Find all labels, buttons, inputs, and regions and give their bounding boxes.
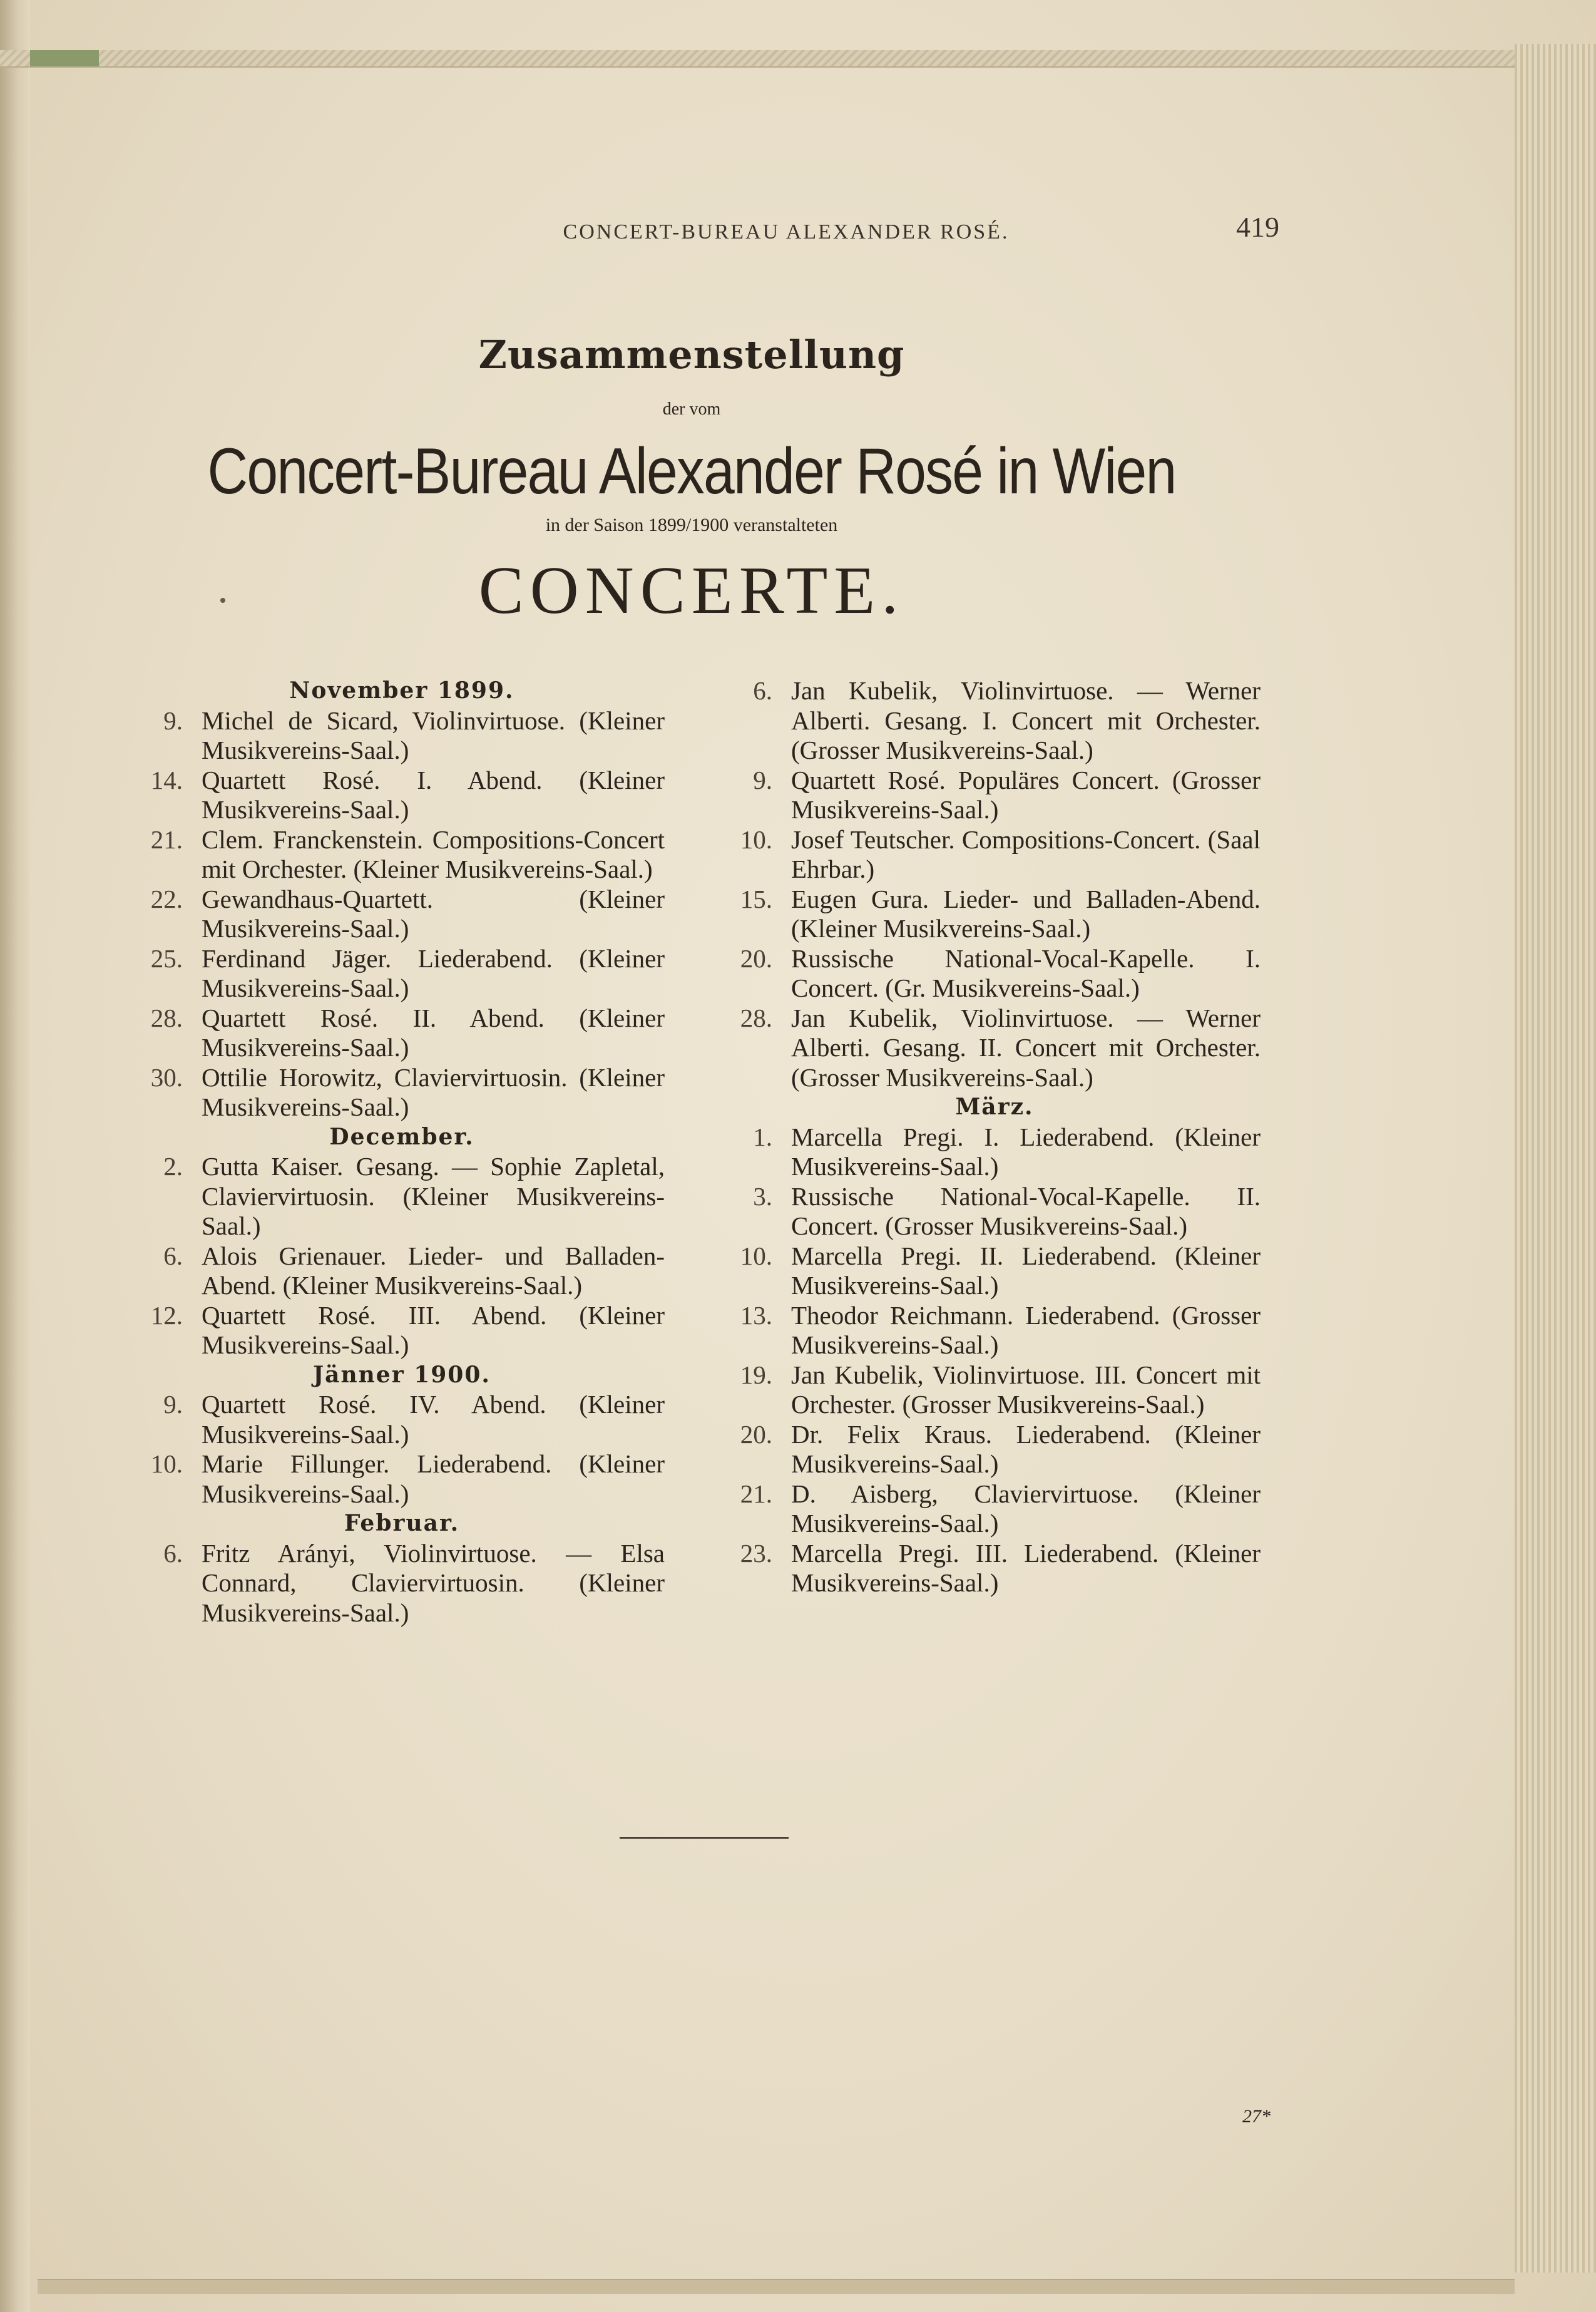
list-maerz — [729, 1123, 1261, 1598]
concert-entry — [729, 676, 1261, 766]
section-heading-februar: Februar. — [344, 1510, 460, 1536]
entry-text: Quartett Rosé. I. Abend. (Kleiner Musikvereins-Saal.) — [202, 765, 665, 824]
entry-date: 20. — [740, 943, 772, 973]
page-number: 419 — [1236, 211, 1279, 243]
entry-date: 9. — [753, 765, 772, 794]
entry-date: 9. — [163, 706, 183, 735]
entry-date: 10. — [150, 1449, 183, 1478]
section-heading-jaenner: Jänner 1900. — [313, 1361, 491, 1388]
closing-rule — [620, 1837, 789, 1839]
title-der-vom: der vom — [662, 399, 721, 419]
entry-text: Eugen Gura. Lieder- und Balladen-Abend. (Kleiner Musikvereins-Saal.) — [791, 884, 1261, 943]
entry-text: Gutta Kaiser. Gesang. — Sophie Zapletal, Claviervirtuosin. (Kleiner Musikvereins-Saal.) — [202, 1152, 665, 1240]
entry-text: Marcella Pregi. II. Liederabend. (Kleiner Musikvereins-Saal.) — [791, 1241, 1261, 1300]
concert-entry — [729, 944, 1261, 1004]
concert-entry — [729, 1301, 1261, 1360]
list-december — [139, 1152, 665, 1360]
concert-entry — [139, 1449, 665, 1509]
list-februar — [139, 1539, 665, 1628]
entry-text: Theodor Reichmann. Liederabend. (Grosser Musikvereins-Saal.) — [791, 1300, 1261, 1359]
concert-entry — [139, 825, 665, 885]
entry-text: Ferdinand Jäger. Liederabend. (Kleiner Musikvereins-Saal.) — [202, 943, 665, 1002]
concert-entry — [139, 1241, 665, 1301]
section-heading-december: December. — [329, 1123, 474, 1150]
entry-date: 2. — [163, 1152, 183, 1181]
entry-text: Jan Kubelik, Violinvirtuose. — Werner Alberti. Gesang. II. Concert mit Orchester. (Grosser Musikvereins-Saal.) — [791, 1003, 1261, 1092]
entry-date: 28. — [740, 1003, 772, 1032]
entry-text: Josef Teutscher. Compositions-Concert. (Saal Ehrbar.) — [791, 825, 1261, 883]
entry-text: Fritz Arányi, Violinvirtuose. — Elsa Connard, Claviervirtuosin. (Kleiner Musikvereins-Saal.) — [202, 1538, 665, 1627]
entry-date: 9. — [163, 1390, 183, 1419]
entry-date: 14. — [150, 765, 183, 794]
entry-date: 21. — [150, 825, 183, 854]
concert-entry — [729, 825, 1261, 885]
entry-date: 23. — [740, 1538, 772, 1568]
entry-date: 10. — [740, 825, 772, 854]
entry-text: Quartett Rosé. Populäres Concert. (Grosser Musikvereins-Saal.) — [791, 765, 1261, 824]
concert-entry — [729, 1004, 1261, 1093]
concert-entry — [139, 1390, 665, 1449]
binding-strip — [0, 50, 1515, 68]
right-column — [729, 676, 1261, 1598]
concert-entry — [139, 766, 665, 825]
page-bottom-edge — [38, 2279, 1515, 2294]
binding-tape — [30, 50, 99, 66]
entry-date: 13. — [740, 1300, 772, 1330]
entry-date: 21. — [740, 1479, 772, 1508]
concert-entry — [139, 1539, 665, 1628]
concert-entry — [729, 1123, 1261, 1182]
entry-text: Marie Fillunger. Liederabend. (Kleiner Musikvereins-Saal.) — [202, 1449, 665, 1508]
page-edges — [1515, 44, 1596, 2273]
concert-entry — [729, 766, 1261, 825]
ink-dot — [220, 598, 225, 603]
entry-date: 22. — [150, 884, 183, 913]
entry-date: 30. — [150, 1062, 183, 1092]
entry-date: 6. — [753, 676, 772, 705]
list-november — [139, 706, 665, 1123]
concert-entry — [729, 1539, 1261, 1598]
entry-text: Marcella Pregi. III. Liederabend. (Kleiner Musikvereins-Saal.) — [791, 1538, 1261, 1597]
concert-entry — [139, 885, 665, 944]
entry-date: 19. — [740, 1360, 772, 1389]
concert-entry — [729, 885, 1261, 944]
entry-date: 6. — [163, 1241, 183, 1270]
entry-date: 25. — [150, 943, 183, 973]
title-zusammenstellung: Zusammenstellung — [478, 332, 905, 378]
entry-text: Quartett Rosé. III. Abend. (Kleiner Musikvereins-Saal.) — [202, 1300, 665, 1359]
running-head: CONCERT-BUREAU ALEXANDER ROSÉ. — [563, 220, 1010, 244]
concert-entry — [729, 1420, 1261, 1479]
entry-text: Ottilie Horowitz, Claviervirtuosin. (Kleiner Musikvereins-Saal.) — [202, 1062, 665, 1121]
concert-entry — [139, 706, 665, 766]
entry-date: 12. — [150, 1300, 183, 1330]
entry-text: Michel de Sicard, Violinvirtuose. (Kleiner Musikvereins-Saal.) — [202, 706, 665, 764]
section-heading-maerz: März. — [955, 1094, 1034, 1120]
concert-entry — [729, 1241, 1261, 1301]
entry-date: 1. — [753, 1122, 772, 1151]
signature-mark: 27* — [1242, 2106, 1271, 2127]
entry-date: 3. — [753, 1181, 772, 1211]
concert-entry — [729, 1479, 1261, 1539]
entry-text: Marcella Pregi. I. Liederabend. (Kleiner Musikvereins-Saal.) — [791, 1122, 1261, 1181]
title-concert-bureau: Concert-Bureau Alexander Rosé in Wien — [207, 435, 1176, 508]
entry-text: Gewandhaus-Quartett. (Kleiner Musikvereins-Saal.) — [202, 884, 665, 943]
concert-entry — [139, 944, 665, 1004]
entry-date: 28. — [150, 1003, 183, 1032]
entry-date: 6. — [163, 1538, 183, 1568]
entry-text: Quartett Rosé. II. Abend. (Kleiner Musikvereins-Saal.) — [202, 1003, 665, 1062]
entry-text: Russische National-Vocal-Kapelle. I. Concert. (Gr. Musikvereins-Saal.) — [791, 943, 1261, 1002]
entry-text: Jan Kubelik, Violinvirtuose. — Werner Alberti. Gesang. I. Concert mit Orchester. (Grosser Musikvereins-Saal.) — [791, 676, 1261, 764]
entry-text: Jan Kubelik, Violinvirtuose. III. Concert mit Orchester. (Grosser Musikvereins-Saal.) — [791, 1360, 1261, 1419]
entry-date: 15. — [740, 884, 772, 913]
concert-entry — [139, 1152, 665, 1241]
list-jaenner — [139, 1390, 665, 1509]
entry-text: Russische National-Vocal-Kapelle. II. Concert. (Grosser Musikvereins-Saal.) — [791, 1181, 1261, 1240]
concert-entry — [139, 1063, 665, 1123]
left-column — [139, 676, 665, 1628]
entry-text: Clem. Franckenstein. Compositions-Concert mit Orchester. (Kleiner Musikvereins-Saal.) — [202, 825, 665, 883]
entry-text: D. Aisberg, Claviervirtuose. (Kleiner Musikvereins-Saal.) — [791, 1479, 1261, 1538]
concert-entry — [729, 1360, 1261, 1420]
section-heading-november: November 1899. — [289, 677, 514, 704]
entry-text: Alois Grienauer. Lieder- und Balladen-Abend. (Kleiner Musikvereins-Saal.) — [202, 1241, 665, 1300]
concert-entry — [139, 1301, 665, 1360]
title-saison: in der Saison 1899/1900 veranstalteten — [545, 515, 838, 535]
list-februar-continued — [729, 676, 1261, 1092]
title-concerte: CONCERTE. — [478, 553, 905, 628]
concert-entry — [139, 1004, 665, 1063]
concert-entry — [729, 1182, 1261, 1241]
entry-text: Dr. Felix Kraus. Liederabend. (Kleiner Musikvereins-Saal.) — [791, 1419, 1261, 1478]
entry-text: Quartett Rosé. IV. Abend. (Kleiner Musikvereins-Saal.) — [202, 1390, 665, 1449]
entry-date: 10. — [740, 1241, 772, 1270]
entry-date: 20. — [740, 1419, 772, 1449]
